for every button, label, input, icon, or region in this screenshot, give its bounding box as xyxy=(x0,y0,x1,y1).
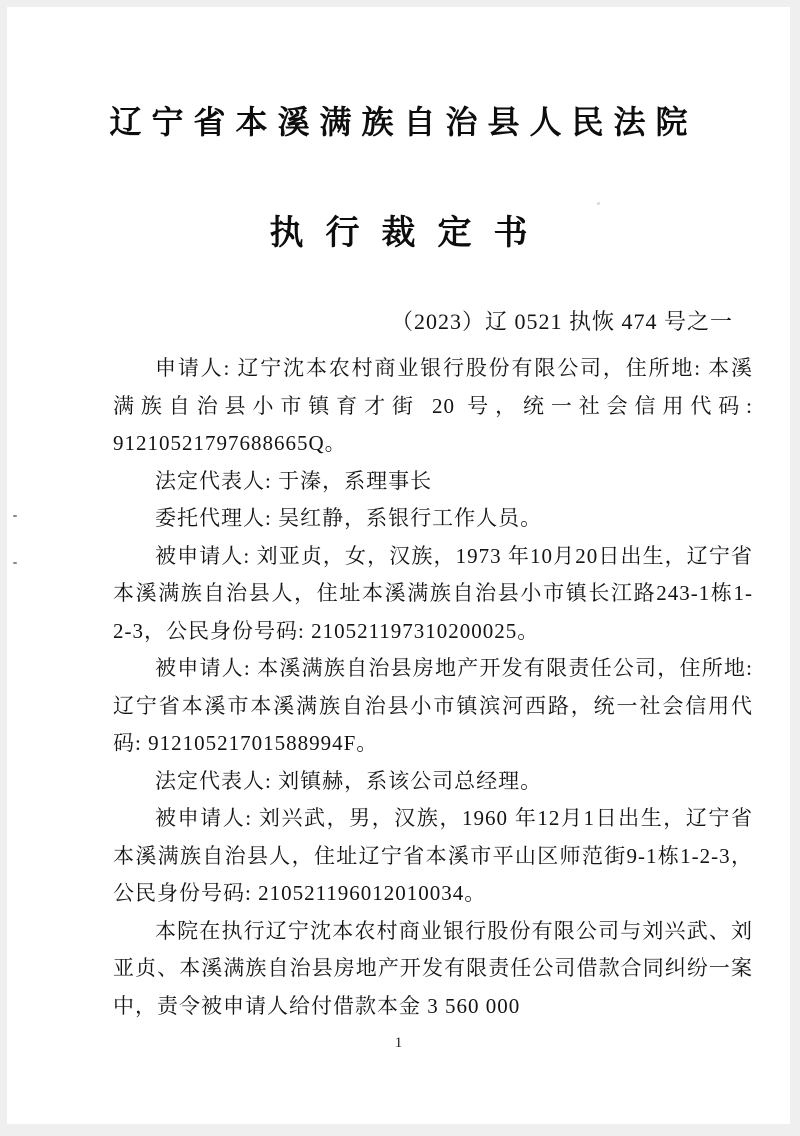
page-number: 1 xyxy=(394,1035,403,1051)
paragraph-case-body: 本院在执行辽宁沈本农村商业银行股份有限公司与刘兴武、刘亚贞、本溪满族自治县房地产开发有限责任公司借款合同纠纷一案中，责令被申请人给付借款本金 3 560 000 xyxy=(113,918,753,1018)
paragraph-respondent-1: 被申请人: 刘亚贞，女，汉族，1973 年10月20日出生，辽宁省本溪满族自治县人，住址本溪满族自治县小市镇长江路243-1栋1-2-3，公民身份号码: 210521197310200025。 xyxy=(113,543,753,643)
scan-speck xyxy=(597,202,600,205)
document-body xyxy=(113,350,753,1025)
scan-speck xyxy=(13,562,17,564)
paragraph-applicant: 申请人: 辽宁沈本农村商业银行股份有限公司，住所地: 本溪满族自治县小市镇育才街 20 号，统一社会信用代码: 91210521797688665Q。 xyxy=(113,356,753,455)
court-name-title: 辽宁省本溪满族自治县人民法院 xyxy=(109,104,698,140)
paragraph-respondent-2: 被申请人: 本溪满族自治县房地产开发有限责任公司，住所地: 辽宁省本溪市本溪满族自治县小市镇滨河西路，统一社会信用代码: 91210521701588994F。 xyxy=(113,656,753,755)
case-number: （2023）辽 0521 执恢 474 号之一 xyxy=(390,309,733,334)
scan-speck xyxy=(13,515,17,517)
document-type-title: 执行裁定书 xyxy=(269,214,550,252)
paragraph-respondent-3: 被申请人: 刘兴武，男，汉族，1960 年12月1日出生，辽宁省本溪满族自治县人，住址辽宁省本溪市平山区师范街9-1栋1-2-3，公民身份号码: 210521196012010034。 xyxy=(113,806,753,905)
paragraph-legal-rep-1: 法定代表人: 于溱，系理事长 xyxy=(155,468,433,493)
paragraph-agent: 委托代理人: 吴红静，系银行工作人员。 xyxy=(155,506,543,530)
document-page xyxy=(7,7,790,1124)
paragraph-legal-rep-2: 法定代表人: 刘镇赫，系该公司总经理。 xyxy=(155,768,543,793)
